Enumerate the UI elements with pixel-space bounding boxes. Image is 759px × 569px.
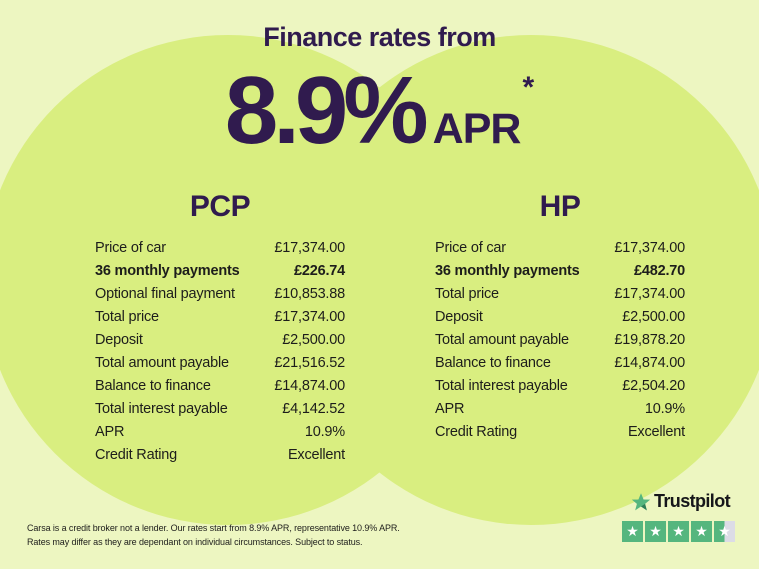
row-label: APR [435,400,465,417]
pcp-table [95,190,345,466]
row-value: £2,500.00 [282,331,345,348]
row-value: £14,874.00 [274,377,345,394]
row-label: Credit Rating [95,446,178,463]
row-value: Excellent [627,423,685,440]
row-label: Total interest payable [435,377,568,394]
table-row [435,351,685,374]
row-value: £14,874.00 [614,354,685,371]
row-label: 36 monthly payments [435,262,580,279]
hp-table-title: HP [539,190,581,223]
row-label: Deposit [435,308,483,325]
row-value: £482.70 [633,262,685,279]
row-label: 36 monthly payments [95,262,240,279]
row-label: APR [95,423,125,440]
disclaimer-line-1: Carsa is a credit broker not a lender. Our rates start from 8.9% APR, representative 10.9% APR. [27,523,400,533]
row-value: £226.74 [293,262,345,279]
table-row [95,328,345,351]
trustpilot-star-box: ★ [622,521,643,542]
row-label: Balance to finance [95,377,211,394]
headline-rate-value: 8.9% [224,57,424,164]
table-row [95,351,345,374]
row-value: £19,878.20 [614,331,685,348]
row-value: £21,516.52 [274,354,345,371]
row-label: Balance to finance [435,354,551,371]
table-row [435,282,685,305]
trustpilot-star-icon [631,492,651,512]
row-label: Credit Rating [435,423,518,440]
row-value: £4,142.52 [282,400,345,417]
row-value: Excellent [287,446,345,463]
table-row [95,397,345,420]
table-row [95,305,345,328]
row-label: Optional final payment [95,285,235,302]
disclaimer-text [27,521,400,549]
trustpilot-header [622,491,738,512]
table-row [435,374,685,397]
hp-table-rows [435,236,685,443]
headline-rate [0,57,759,164]
disclaimer-line-2: Rates may differ as they are dependant on individual circumstances. Subject to status. [27,537,363,547]
table-row [95,259,345,282]
hp-table [435,190,685,443]
page-title: Finance rates from [263,22,496,52]
row-value: £2,500.00 [622,308,685,325]
row-value: £2,504.20 [622,377,685,394]
table-row [95,236,345,259]
row-label: Price of car [95,239,166,256]
row-label: Total amount payable [95,354,229,371]
trustpilot-rating-stars [622,521,738,542]
table-row [435,259,685,282]
trustpilot-wordmark: Trustpilot [654,491,730,511]
row-label: Deposit [95,331,143,348]
row-value: £17,374.00 [614,239,685,256]
row-value: 10.9% [644,400,685,417]
row-label: Price of car [435,239,506,256]
table-row [95,374,345,397]
headline-rate-asterisk: * [522,71,535,104]
row-value: 10.9% [304,423,345,440]
trustpilot-star-box: ★ [645,521,666,542]
row-label: Total amount payable [435,331,569,348]
table-row [435,420,685,443]
row-label: Total price [95,308,159,325]
table-row [435,397,685,420]
trustpilot-star-box: ★ [668,521,689,542]
row-value: £17,374.00 [614,285,685,302]
row-label: Total price [435,285,499,302]
pcp-table-rows [95,236,345,466]
row-value: £10,853.88 [274,285,345,302]
row-label: Total interest payable [95,400,228,417]
table-row [95,443,345,466]
trustpilot-widget[interactable] [622,491,738,542]
trustpilot-star-box: ★ [691,521,712,542]
row-value: £17,374.00 [274,308,345,325]
pcp-table-title: PCP [189,190,251,223]
headline-rate-unit: APR [432,105,521,153]
trustpilot-star-box: ★ [714,521,735,542]
table-row [435,328,685,351]
table-row [435,236,685,259]
table-row [95,420,345,443]
table-row [435,305,685,328]
row-value: £17,374.00 [274,239,345,256]
table-row [95,282,345,305]
